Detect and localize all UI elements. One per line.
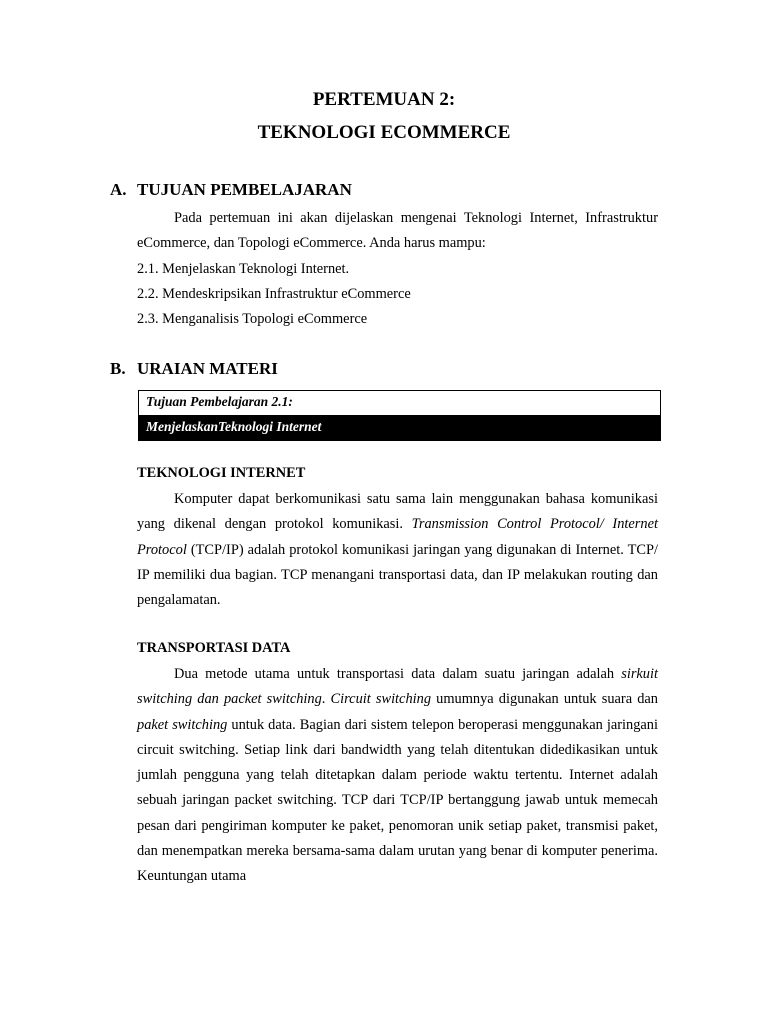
italic-run: paket switching bbox=[137, 716, 228, 733]
section-a-title: TUJUAN PEMBELAJARAN bbox=[137, 180, 352, 199]
text-run: Komputer dapat berkomunikasi satu sama lain menggunakan bahasa komunikasi yang dikenal dengan protokol komunikasi. bbox=[137, 491, 658, 533]
text-run: umumnya digunakan untuk suara dan bbox=[431, 691, 658, 708]
title-line-1: PERTEMUAN 2: bbox=[312, 89, 456, 110]
objective-item: 2.1. Menjelaskan Teknologi Internet. bbox=[137, 260, 350, 277]
transportasi-data-paragraph bbox=[137, 662, 658, 890]
italic-run: sirkuit switching dan packet switching bbox=[137, 666, 658, 708]
section-b-letter: B. bbox=[110, 359, 126, 378]
section-a-body bbox=[137, 206, 658, 332]
objective-box bbox=[138, 390, 661, 441]
teknologi-internet-heading: TEKNOLOGI INTERNET bbox=[137, 465, 306, 481]
objective-box-value: MenjelaskanTeknologi Internet bbox=[139, 415, 660, 440]
section-b-title: URAIAN MATERI bbox=[137, 359, 278, 378]
teknologi-internet-paragraph bbox=[137, 487, 658, 613]
transportasi-data-heading: TRANSPORTASI DATA bbox=[137, 640, 291, 656]
transportasi-data-body bbox=[137, 662, 658, 890]
objective-box-label: Tujuan Pembelajaran 2.1: bbox=[139, 391, 660, 415]
title-line-2: TEKNOLOGI ECOMMERCE bbox=[257, 122, 511, 143]
text-run: (TCP/IP) adalah protokol komunikasi jaringan yang digunakan di Internet. TCP/ IP memiliki dua bagian. TCP menangani transportasi data, dan IP melakukan routing dan pengalamatan. bbox=[137, 541, 658, 609]
section-a-letter: A. bbox=[110, 180, 127, 199]
section-b-heading bbox=[110, 359, 278, 379]
section-a-heading bbox=[110, 180, 352, 200]
objective-item: 2.2. Mendeskripsikan Infrastruktur eCommerce bbox=[137, 285, 411, 302]
text-run: . bbox=[321, 691, 331, 708]
text-run: untuk data. Bagian dari sistem telepon beroperasi menggunakan jaringani circuit switching. Setiap link dari bandwidth yang telah ditentukan didedikasikan untuk jumlah pengguna yang telah ditetapkan dalam periode waktu tertentu. Internet adalah sebuah jaringan packet switching. TCP dari TCP/IP bertanggung jawab untuk memecah pesan dari pengiriman komputer ke paket, penomoran unik setiap paket, transmisi paket, dan menempatkan mereka bersama-sama dalam urutan yang benar di komputer penerima. Keuntungan utama bbox=[137, 716, 658, 885]
objective-item: 2.3. Menganalisis Topologi eCommerce bbox=[137, 311, 368, 328]
teknologi-internet-body bbox=[137, 487, 658, 613]
text-run: Dua metode utama untuk transportasi data dalam suatu jaringan adalah bbox=[174, 666, 622, 682]
italic-run: Transmission Control Protocol/ Internet Protocol bbox=[137, 516, 658, 558]
italic-run: Circuit switching bbox=[330, 691, 432, 708]
section-a-intro: Pada pertemuan ini akan dijelaskan mengenai Teknologi Internet, Infrastruktur eCommerce, dan Topologi eCommerce. Anda harus mampu: bbox=[137, 210, 658, 252]
